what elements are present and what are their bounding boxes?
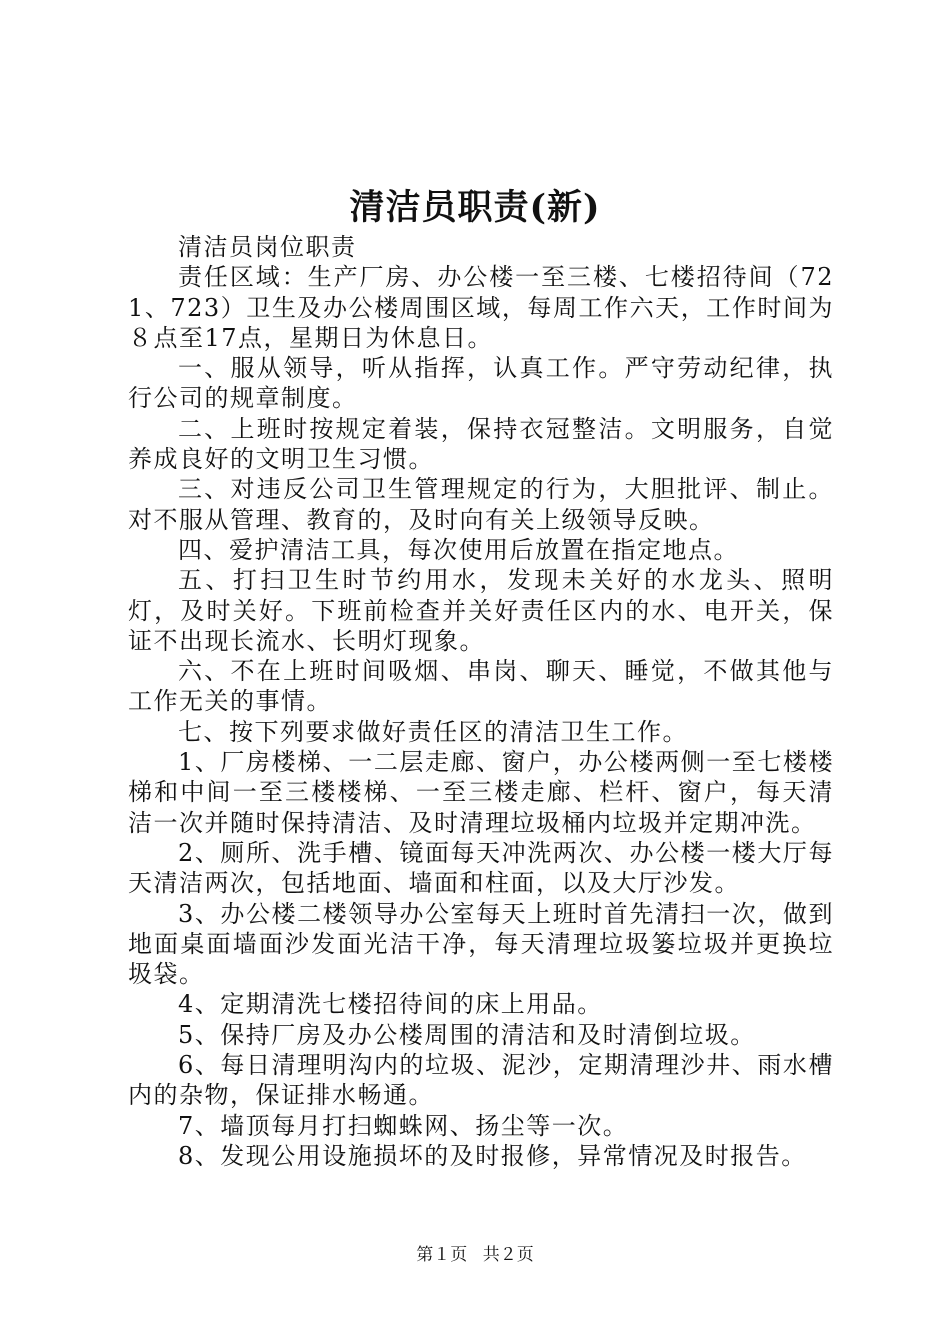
- paragraph: 7、墙顶每月打扫蜘蛛网、扬尘等一次。: [178, 1111, 629, 1140]
- paragraph: 3、办公楼二楼领导办公室每天上班时首先清扫一次，做到地面桌面墙面沙发面光洁干净，每天清理垃圾篓垃圾并更换垃圾袋。: [128, 899, 834, 989]
- paragraph: 七、按下列要求做好责任区的清洁卫生工作。: [178, 717, 688, 746]
- paragraph: 六、不在上班时间吸烟、串岗、聊天、睡觉，不做其他与工作无关的事情。: [128, 657, 834, 716]
- paragraph: 责任区域：生产厂房、办公楼一至三楼、七楼招待间（721、723）卫生及办公楼周围区域，每周工作六天，工作时间为８点至17点，星期日为休息日。: [128, 263, 834, 352]
- paragraph: 一、服从领导，听从指挥，认真工作。严守劳动纪律，执行公司的规章制度。: [128, 354, 834, 413]
- paragraph: 1、厂房楼梯、一二层走廊、窗户，办公楼两侧一至七楼楼梯和中间一至三楼楼梯、一至三楼走廊、栏杆、窗户，每天清洁一次并随时保持清洁、及时清理垃圾桶内垃圾并定期冲洗。: [128, 748, 834, 837]
- paragraph: 4、定期清洗七楼招待间的床上用品。: [178, 990, 603, 1019]
- page-footer: [0, 1244, 950, 1266]
- document-body: [128, 232, 834, 1171]
- page-number: 第１页: [416, 1245, 468, 1265]
- paragraph: 三、对违反公司卫生管理规定的行为，大胆批评、制止。对不服从管理、教育的，及时向有关上级领导反映。: [128, 475, 834, 534]
- document-title: 清洁员职责(新): [349, 187, 601, 228]
- paragraph: 二、上班时按规定着装，保持衣冠整洁。文明服务，自觉养成良好的文明卫生习惯。: [128, 414, 834, 474]
- paragraph: 8、发现公用设施损坏的及时报修，异常情况及时报告。: [178, 1141, 807, 1170]
- paragraph: 2、厕所、洗手槽、镜面每天冲洗两次、办公楼一楼大厅每天清洁两次，包括地面、墙面和柱面，以及大厅沙发。: [128, 838, 834, 898]
- paragraph: 6、每日清理明沟内的垃圾、泥沙，定期清理沙井、雨水槽内的杂物，保证排水畅通。: [128, 1051, 834, 1110]
- paragraph: 清洁员岗位职责: [178, 233, 357, 261]
- paragraph: 五、打扫卫生时节约用水，发现未关好的水龙头、照明灯，及时关好。下班前检查并关好责任区内的水、电开关，保证不出现长流水、长明灯现象。: [128, 566, 834, 655]
- page-total: 共２页: [482, 1245, 534, 1265]
- paragraph: 5、保持厂房及办公楼周围的清洁和及时清倒垃圾。: [178, 1020, 756, 1049]
- paragraph: 四、爱护清洁工具，每次使用后放置在指定地点。: [178, 535, 739, 564]
